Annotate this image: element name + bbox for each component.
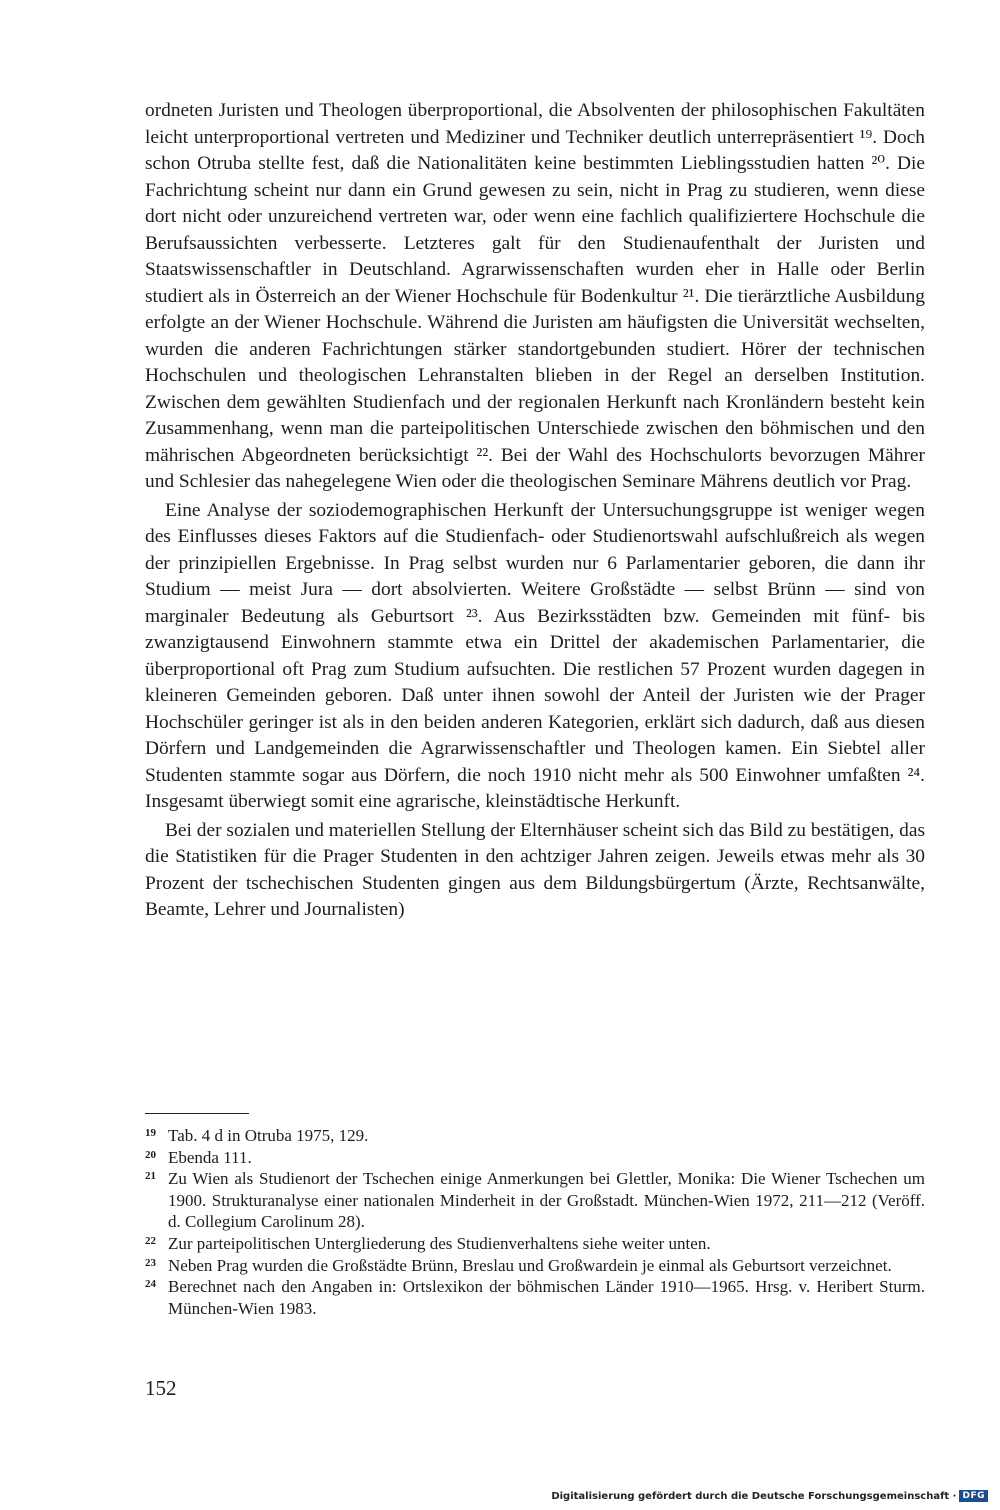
footnote	[145, 1147, 925, 1169]
footnote	[145, 1276, 925, 1319]
footnote-number: 21	[145, 1170, 156, 1183]
footnote-text: Neben Prag wurden die Großstädte Brünn, Breslau und Großwardein je einmal als Geburtsort verzeichnet.	[168, 1255, 892, 1275]
footnote-text: Zu Wien als Studienort der Tschechen einige Anmerkungen bei Glettler, Monika: Die Wiener Tschechen um 1900. Strukturanalyse einer nationalen Minderheit in der Großstadt. München-Wien 1972, 211—212 (Veröff. d. Collegium Carolinum 28).	[168, 1169, 925, 1232]
footnote-divider	[145, 1113, 249, 1114]
footnote-text: Tab. 4 d in Otruba 1975, 129.	[168, 1126, 369, 1145]
main-text	[145, 98, 925, 924]
footnote-number: 19	[145, 1127, 156, 1139]
paragraph: Eine Analyse der soziodemographischen Herkunft der Untersuchungsgruppe ist weniger wegen des Einflusses dieses Faktors auf die Studienfach- oder Studienortswahl aufschlußreich als wegen der prinzipiellen Ergebnisse. In Prag selbst wurden nur 6 Parlamentarier geboren, die dann ihr Studium — meist Jura — dort absolvierten. Weitere Großstädte — selbst Brünn — sind von marginaler Bedeutung als Geburtsort ²³. Aus Bezirksstädten bzw. Gemeinden mit fünf- bis zwanzigtausend Einwohnern stammte etwa ein Drittel der akademischen Parlamentarier, die überproportional oft Prag zum Studium aufsuchten. Die restlichen 57 Prozent wurden dagegen in kleineren Gemeinden geboren. Daß unter ihnen sowohl der Anteil der Juristen wie der Prager Hochschüler geringer ist als in den beiden anderen Kategorien, erklärt sich dadurch, daß aus diesen Dörfern und Landgemeinden die Agrarwissenschaftler und Theologen kamen. Ein Siebtel aller Studenten stammte sogar aus Dörfern, die noch 1910 nicht mehr als 500 Einwohner umfaßten ²⁴. Insgesamt überwiegt somit eine agrarische, kleinstädtische Herkunft.	[145, 499, 925, 812]
footnote	[145, 1233, 925, 1255]
footnote-number: 22	[145, 1234, 156, 1247]
paragraph: Bei der sozialen und materiellen Stellung der Elternhäuser scheint sich das Bild zu bestätigen, das die Statistiken für die Prager Studenten in den achtziger Jahren zeigen. Jeweils etwas mehr als 30 Prozent der tschechischen Studenten gingen aus dem Bildungsbürgertum (Ärzte, Rechtsanwälte, Beamte, Lehrer und Journalisten)	[145, 819, 925, 920]
footnote-number: 23	[145, 1256, 156, 1269]
footnote-text: Berechnet nach den Angaben in: Ortslexikon der böhmischen Länder 1910—1965. Hrsg. v. Heribert Sturm. München-Wien 1983.	[168, 1277, 925, 1318]
footnote-text: Zur parteipolitischen Untergliederung des Studienverhaltens siehe weiter unten.	[168, 1233, 711, 1253]
footnote	[145, 1168, 925, 1233]
page-number: 152	[145, 1376, 177, 1400]
footer-text: Digitalisierung gefördert durch die Deutsche Forschungsgemeinschaft ·	[551, 1490, 957, 1502]
paragraph: ordneten Juristen und Theologen überproportional, die Absolventen der philosophischen Fakultäten leicht unterproportional vertreten und Mediziner und Techniker deutlich unterrepräsentiert ¹⁹. Doch schon Otruba stellte fest, daß die Nationalitäten keine bestimmten Lieblingsstudien hatten ²⁰. Die Fachrichtung scheint nur dann ein Grund gewesen zu sein, nicht in Prag zu studieren, wenn diese dort nicht oder unzureichend vertreten war, oder wenn eine fachlich qualifiziertere Hochschule die Berufsaussichten verbesserte. Letzteres galt für den Studienaufenthalt der Juristen und Staatswissenschaftler in Deutschland. Agrarwissenschaften wurden eher in Halle oder Berlin studiert als in Österreich an der Wiener Hochschule für Bodenkultur ²¹. Die tierärztliche Ausbildung erfolgte an der Wiener Hochschule. Während die Juristen am häufigsten die Universität wechselten, wurden die anderen Fachrichtungen stärker standortgebunden studiert. Hörer der technischen Hochschulen und theologischen Lehranstalten blieben in der Regel an derselben Institution. Zwischen dem gewählten Studienfach und der regionalen Herkunft nach Kronländern besteht kein Zusammenhang, wenn man die parteipolitischen Unterschiede zwischen den böhmischen und den mährischen Abgeordneten berücksichtigt ²². Bei der Wahl des Hochschulorts bevorzugen Mährer und Schlesier das nahegelegene Wien oder die theologischen Seminare Mährens deutlich vor Prag.	[145, 100, 925, 492]
footnote	[145, 1255, 925, 1277]
footnote-text: Ebenda 111.	[168, 1147, 252, 1167]
digitization-footer	[551, 1490, 988, 1502]
footnote-number: 24	[145, 1278, 156, 1291]
footnote-number: 20	[145, 1148, 156, 1161]
footnote	[145, 1125, 925, 1147]
dfg-logo-icon: DFG	[959, 1490, 988, 1502]
footnotes	[145, 1125, 925, 1319]
